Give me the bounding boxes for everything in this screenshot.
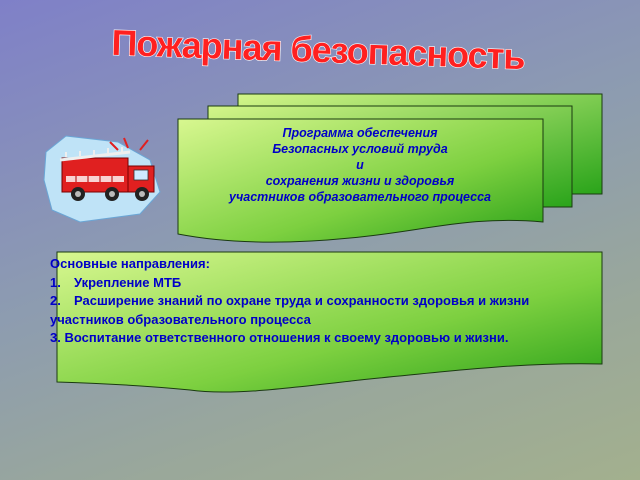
list-item-number: 1.: [50, 274, 61, 290]
list-item-text: Укрепление МТБ: [74, 274, 182, 290]
list-item-number: 3.: [50, 330, 61, 345]
slide-title: Пожарная безопасность: [110, 21, 526, 78]
program-line: Безопасных условий труда: [272, 142, 448, 156]
list-item-number: 2.: [50, 293, 61, 308]
list-item-text: Воспитание ответственного отношения к своему здоровью и жизни.: [64, 330, 509, 345]
program-box-text: [182, 125, 538, 205]
list-item-text: Расширение знаний по охране труда и сохранности здоровья и жизни участников образовательного процесса: [50, 293, 530, 327]
list-item: [50, 292, 595, 329]
program-line: сохранения жизни и здоровья: [265, 174, 455, 188]
program-line: участников образовательного процесса: [229, 190, 491, 204]
directions-heading: Основные направления:: [50, 256, 210, 271]
fire-truck-icon: [44, 136, 160, 222]
list-item: [50, 274, 595, 293]
program-line: и: [356, 158, 364, 172]
directions-list: [50, 255, 595, 348]
program-line: Программа обеспечения: [282, 126, 438, 140]
list-item: [50, 329, 595, 348]
